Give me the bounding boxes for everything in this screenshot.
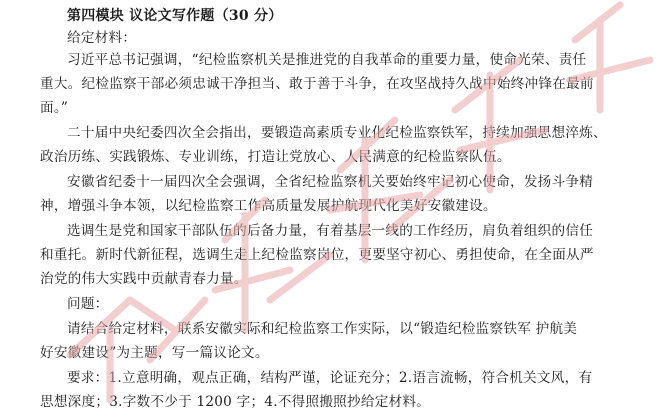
requirement-line: 要求：1.立意明确，观点正确，结构严谨，论证充分；2.语言流畅，符合机关文风，有 bbox=[67, 370, 593, 386]
material-line: 二十届中央纪委四次全会指出，要锻造高素质专业化纪检监察铁军，持续加强思想淬炼、 bbox=[67, 125, 607, 141]
question-line: 请结合给定材料，联系安徽实际和纪检监察工作实际，以“锻造纪检监察铁军 护航美 bbox=[67, 321, 578, 337]
requirement-line: 思想深度；3.字数不少于 1200 字；4.不得照搬照抄给定材料。 bbox=[40, 394, 431, 410]
material-line: 政治历练、实践锻炼、专业训练，打造让党放心、人民满意的纪检监察队伍。 bbox=[40, 149, 511, 165]
material-line: 习近平总书记强调，“纪检监察机关是推进党的自我革命的重要力量，使命光荣、责任 bbox=[67, 52, 587, 68]
material-line: 安徽省纪委十一届四次全会强调，全省纪检监察机关要始终牢记初心使命，发扬斗争精 bbox=[67, 174, 594, 190]
material-line: 重大。纪检监察干部必须忠诚干净担当、敢于善于斗争，在攻坚战持久战中始终冲锋在最前 bbox=[40, 76, 594, 92]
material-line: 治党的伟大实践中贡献青春力量。 bbox=[40, 271, 248, 287]
material-line: 和重托。新时代新征程，选调生走上纪检监察岗位，更要坚守初心、勇担使命，在全面从严 bbox=[40, 247, 594, 263]
question-line: 好安徽建设”为主题，写一篇议论文。 bbox=[40, 345, 269, 361]
material-label: 给定材料： bbox=[67, 30, 137, 46]
material-line: 神，增强斗争本领，以纪检监察工作高质量发展护航现代化美好安徽建设。 bbox=[40, 198, 497, 214]
material-line: 面。” bbox=[40, 100, 69, 116]
question-label: 问题： bbox=[67, 296, 109, 312]
material-line: 选调生是党和国家干部队伍的后备力量，有着基层一线的工作经历，肩负着组织的信任 bbox=[67, 223, 594, 239]
section-heading: 第四模块 议论文写作题（30 分） bbox=[67, 8, 283, 24]
